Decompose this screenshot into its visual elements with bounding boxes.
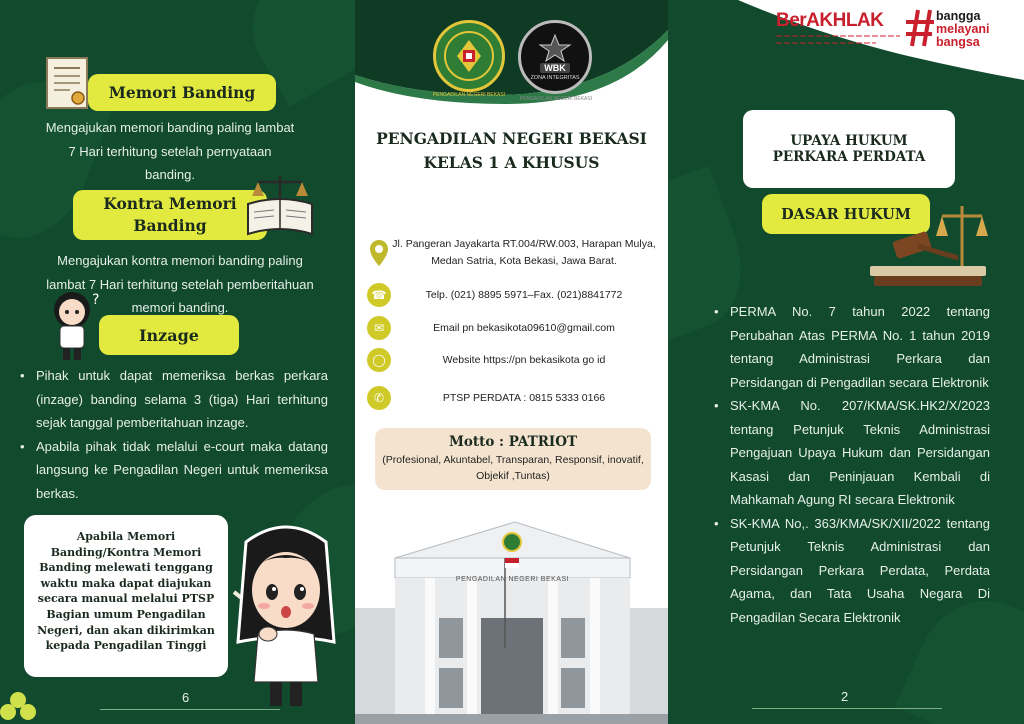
court-logo [433, 20, 505, 92]
inzage-bullet-list [18, 364, 328, 505]
contact-website: ◯ Website https://pn bekasikota go id [367, 348, 657, 372]
page-number: 6 [182, 690, 190, 705]
list-item: • SK-KMA No,. 363/KMA/SK/XII/2022 tentang Petunjuk Teknis Administrasi dan Persidangan Perkara Perdata, Perdata Agama, dan Tata Usaha Negara Di Pengadilan Secara Elektronik [712, 512, 990, 630]
list-item: • SK-KMA No. 207/KMA/SK.HK2/X/2023 tentang Petunjuk Teknis Administrasi Pengajuan Upaya Hukum dan Persidangan Kasasi dan Peninjauan Kembali di Mahkamah Agung RI secara Elektronik [712, 394, 990, 512]
page-divider [100, 709, 280, 710]
phone-icon: ☎ [367, 283, 391, 307]
list-item: • Apabila pihak tidak melalui e-court maka datang langsung ke Pengadilan Negeri untuk memeriksa berkas. [18, 435, 328, 506]
globe-icon: ◯ [367, 348, 391, 372]
page-divider [752, 708, 942, 709]
brand-tagline: bangga melayani bangsa [936, 9, 990, 49]
motto-text: (Profesional, Akuntabel, Transparan, Responsif, inovatif, Objekif ,Tuntas) [382, 454, 644, 482]
motto-title: Motto : PATRIOT [448, 434, 578, 450]
left-panel [0, 0, 355, 724]
clover-icon [0, 690, 36, 724]
contact-address: Jl. Pangeran Jayakarta RT.004/RW.003, Harapan Mulya, Medan Satria, Kota Bekasi, Jawa Barat. [367, 236, 657, 270]
wbk-logo-caption: PENGADILAN NEGERI BEKASI [519, 96, 593, 102]
list-item: • PERMA No. 7 tahun 2022 tentang Perubahan Atas PERMA No. 1 tahun 2019 tentang Administrasi Perkara dan Persidangan di Pengadilan secara Elektronik [712, 300, 990, 394]
zona-integritas-label: ZONA INTEGRITAS [530, 75, 580, 81]
court-emblem-icon [441, 28, 497, 84]
berakhlak-logo [776, 10, 990, 49]
court-title: PENGADILAN NEGERI BEKASI [376, 129, 647, 148]
whatsapp-icon: ✆ [367, 386, 391, 410]
wbk-star-icon [536, 33, 574, 63]
teacher-girl-illustration [226, 522, 346, 712]
dasar-hukum-heading: DASAR HUKUM [762, 194, 930, 234]
page-number: 2 [841, 689, 849, 704]
location-pin-icon [367, 238, 391, 268]
contact-email: ✉ Email pn bekasikota09610@gmail.com [367, 316, 657, 340]
wbk-badge: WBK [540, 63, 570, 73]
hashtag-icon [906, 8, 934, 48]
header-wave [355, 0, 668, 120]
thinking-girl-illustration [48, 288, 102, 362]
kontra-memori-text: Mengajukan kontra memori banding paling lambat 7 Hari terhitung setelah pemberitahuan memori banding. [46, 253, 314, 315]
law-book-icon [244, 172, 316, 238]
center-panel [355, 0, 668, 724]
court-class: KELAS 1 A KHUSUS [423, 153, 600, 172]
building-sign: PENGADILAN NEGERI BEKASI [455, 576, 570, 583]
contact-phone: ☎ Telp. (021) 8895 5971–Fax. (021)8841772 [367, 283, 657, 307]
court-logo-caption: PENGADILAN NEGERI BEKASI [432, 92, 506, 98]
kontra-memori-heading: Kontra Memori Banding [73, 190, 267, 240]
svg-text:?: ? [92, 292, 100, 308]
section-title-box: UPAYA HUKUM PERKARA PERDATA [743, 110, 955, 188]
brand-name: BerAKHLAK [776, 10, 884, 31]
list-item: • Pihak untuk dapat memeriksa berkas perkara (inzage) banding selama 3 (tiga) Hari terhitung sejak tanggal pemberitahuan inzage. [18, 364, 328, 435]
wbk-logo [518, 20, 592, 94]
memori-banding-text: Mengajukan memori banding paling lambat 7 Hari terhitung setelah pernyataan banding. [45, 120, 295, 182]
inzage-heading: Inzage [99, 315, 239, 355]
gavel-scales-icon [866, 200, 990, 292]
contact-ptsp: ✆ PTSP PERDATA : 0815 5333 0166 [367, 386, 657, 410]
dasar-hukum-bullet-list [712, 300, 990, 629]
brand-tagline-graphic [776, 32, 904, 48]
memori-banding-heading: Memori Banding [88, 74, 276, 111]
callout-note: Apabila Memori Banding/Kontra Memori Banding melewati tenggang waktu maka dapat diajukan secara manual melalui PTSP Bagian umum Pengadilan Negeri, dan akan dikirimkan kepada Pengadilan Tinggi [24, 515, 228, 677]
email-icon: ✉ [367, 316, 391, 340]
court-building-image [355, 518, 668, 724]
motto-box [375, 428, 651, 490]
certificate-icon [44, 56, 90, 110]
